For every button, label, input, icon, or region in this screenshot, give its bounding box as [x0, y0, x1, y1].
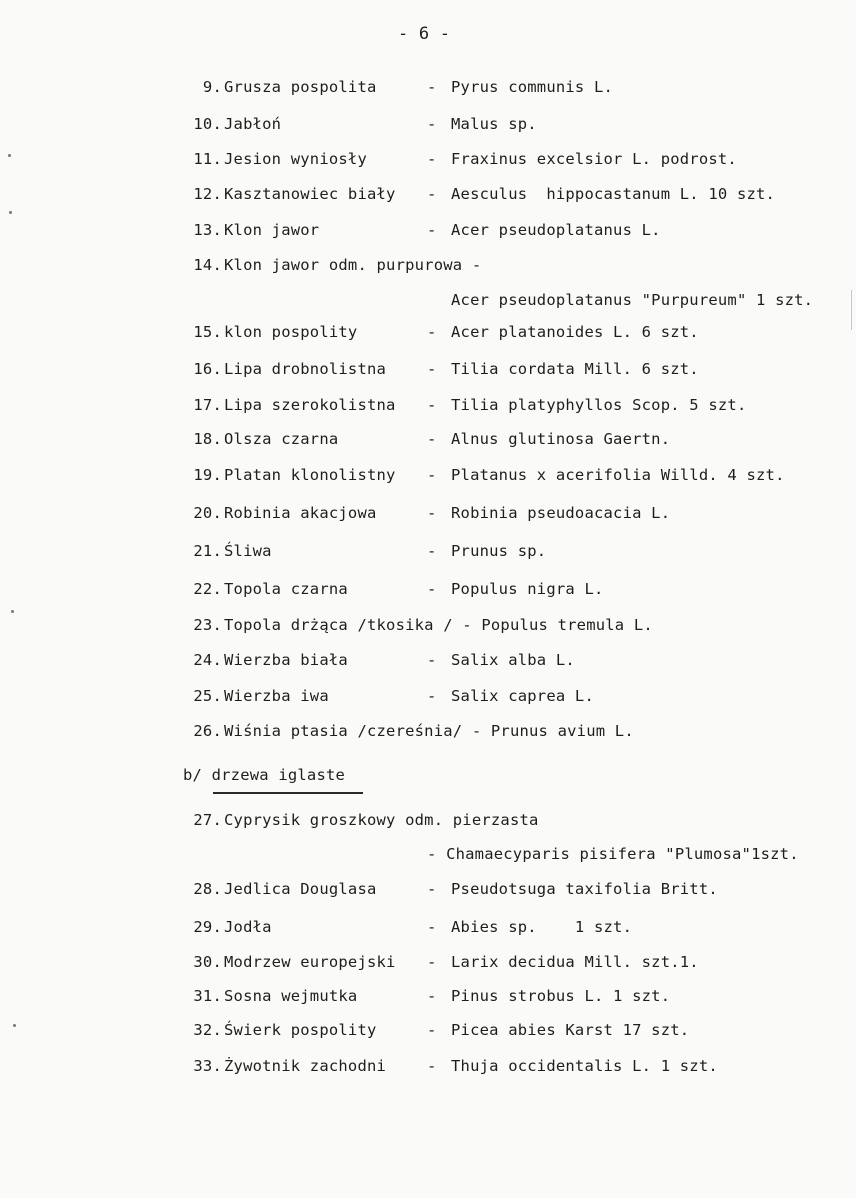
- entry-number: 17.: [193, 396, 222, 414]
- name-separator: -: [427, 1057, 437, 1075]
- name-separator: -: [427, 150, 437, 168]
- name-separator: -: [427, 185, 437, 203]
- species-entry: [0, 580, 856, 604]
- species-entry: [0, 811, 856, 835]
- polish-name: Olsza czarna: [224, 430, 339, 448]
- entry-number: 10.: [193, 115, 222, 133]
- name-separator: -: [427, 542, 437, 560]
- entry-number: 27.: [193, 811, 222, 829]
- polish-name: Jesion wyniosły: [224, 150, 367, 168]
- name-separator: -: [427, 651, 437, 669]
- name-separator: -: [427, 466, 437, 484]
- latin-name-continuation: - Chamaecyparis pisifera "Plumosa"1szt.: [427, 845, 799, 863]
- species-entry: [0, 360, 856, 384]
- name-separator: -: [427, 880, 437, 898]
- name-separator: -: [427, 323, 437, 341]
- polish-name: Świerk pospolity: [224, 1021, 377, 1039]
- latin-name: Larix decidua Mill. szt.1.: [451, 953, 699, 971]
- polish-name: Klon jawor odm. purpurowa -: [224, 256, 482, 274]
- species-entry: [0, 651, 856, 675]
- polish-name: Wiśnia ptasia /czereśnia/ - Prunus avium L.: [224, 722, 634, 740]
- latin-name: Abies sp. 1 szt.: [451, 918, 633, 936]
- latin-name: Tilia platyphyllos Scop. 5 szt.: [451, 396, 747, 414]
- entry-number: 14.: [193, 256, 222, 274]
- name-separator: -: [427, 115, 437, 133]
- species-entry: [0, 430, 856, 454]
- polish-name: Lipa drobnolistna: [224, 360, 387, 378]
- paper-edge-mark: [851, 290, 852, 330]
- species-entry: [0, 1057, 856, 1081]
- species-entry: [0, 918, 856, 942]
- species-entry: [0, 722, 856, 746]
- entry-number: 30.: [193, 953, 222, 971]
- latin-name: Pinus strobus L. 1 szt.: [451, 987, 671, 1005]
- name-separator: -: [427, 396, 437, 414]
- entry-number: 29.: [193, 918, 222, 936]
- species-entry: [0, 616, 856, 640]
- polish-name: Jabłoń: [224, 115, 282, 133]
- paper-speck: [13, 1024, 16, 1027]
- name-separator: -: [427, 1021, 437, 1039]
- polish-name: klon pospolity: [224, 323, 358, 341]
- species-entry: [0, 987, 856, 1011]
- species-entry: [0, 396, 856, 420]
- entry-number: 13.: [193, 221, 222, 239]
- latin-name: Malus sp.: [451, 115, 537, 133]
- entry-number: 16.: [193, 360, 222, 378]
- species-entry: [0, 185, 856, 209]
- polish-name: Klon jawor: [224, 221, 320, 239]
- latin-name: Pyrus communis L.: [451, 78, 614, 96]
- paper-speck: [8, 154, 11, 157]
- species-entry: [0, 256, 856, 280]
- polish-name: Sosna wejmutka: [224, 987, 358, 1005]
- species-entry: [0, 504, 856, 528]
- species-entry: [0, 880, 856, 904]
- entry-number: 22.: [193, 580, 222, 598]
- name-separator: -: [427, 918, 437, 936]
- species-entry: [0, 323, 856, 347]
- latin-name: Platanus x acerifolia Willd. 4 szt.: [451, 466, 785, 484]
- polish-name: Śliwa: [224, 542, 272, 560]
- polish-name: Żywotnik zachodni: [224, 1057, 387, 1075]
- name-separator: -: [427, 78, 437, 96]
- polish-name: Robinia akacjowa: [224, 504, 377, 522]
- latin-name: Thuja occidentalis L. 1 szt.: [451, 1057, 718, 1075]
- polish-name: Topola czarna: [224, 580, 348, 598]
- paper-speck: [11, 610, 14, 613]
- species-entry: [0, 953, 856, 977]
- species-entry: [0, 687, 856, 711]
- section-heading-conifers: b/ drzewa iglaste: [183, 766, 346, 784]
- species-entry: [0, 542, 856, 566]
- entry-number: 28.: [193, 880, 222, 898]
- polish-name: Cyprysik groszkowy odm. pierzasta: [224, 811, 539, 829]
- species-entry: [0, 466, 856, 490]
- entry-number: 20.: [193, 504, 222, 522]
- latin-name: Prunus sp.: [451, 542, 547, 560]
- polish-name: Wierzba iwa: [224, 687, 329, 705]
- polish-name: Lipa szerokolistna: [224, 396, 396, 414]
- latin-name: Robinia pseudoacacia L.: [451, 504, 671, 522]
- latin-name: Pseudotsuga taxifolia Britt.: [451, 880, 718, 898]
- latin-name: Populus nigra L.: [451, 580, 604, 598]
- latin-name: Acer platanoides L. 6 szt.: [451, 323, 699, 341]
- entry-number: 24.: [193, 651, 222, 669]
- polish-name: Topola drżąca /tkosika / - Populus tremula L.: [224, 616, 653, 634]
- entry-number: 19.: [193, 466, 222, 484]
- latin-name: Aesculus hippocastanum L. 10 szt.: [451, 185, 776, 203]
- entry-number: 33.: [193, 1057, 222, 1075]
- name-separator: -: [427, 430, 437, 448]
- species-entry: [0, 78, 856, 102]
- latin-name: Tilia cordata Mill. 6 szt.: [451, 360, 699, 378]
- polish-name: Kasztanowiec biały: [224, 185, 396, 203]
- species-entry: [0, 221, 856, 245]
- polish-name: Modrzew europejski: [224, 953, 396, 971]
- species-entry: [0, 1021, 856, 1045]
- entry-number: 32.: [193, 1021, 222, 1039]
- entry-number: 21.: [193, 542, 222, 560]
- species-entry: [0, 115, 856, 139]
- entry-number: 15.: [193, 323, 222, 341]
- polish-name: Grusza pospolita: [224, 78, 377, 96]
- name-separator: -: [427, 687, 437, 705]
- entry-number: 18.: [193, 430, 222, 448]
- section-underline: [213, 792, 363, 794]
- latin-name: Picea abies Karst 17 szt.: [451, 1021, 690, 1039]
- polish-name: Wierzba biała: [224, 651, 348, 669]
- species-entry: [0, 150, 856, 174]
- page-number: - 6 -: [398, 24, 451, 44]
- latin-name: Alnus glutinosa Gaertn.: [451, 430, 671, 448]
- paper-speck: [9, 211, 12, 214]
- entry-number: 12.: [193, 185, 222, 203]
- name-separator: -: [427, 360, 437, 378]
- name-separator: -: [427, 221, 437, 239]
- latin-name: Acer pseudoplatanus L.: [451, 221, 661, 239]
- name-separator: -: [427, 580, 437, 598]
- polish-name: Jodła: [224, 918, 272, 936]
- latin-name-continuation: Acer pseudoplatanus "Purpureum" 1 szt.: [451, 291, 814, 309]
- latin-name: Salix alba L.: [451, 651, 575, 669]
- entry-number: 9.: [202, 78, 222, 96]
- polish-name: Jedlica Douglasa: [224, 880, 377, 898]
- entry-number: 25.: [193, 687, 222, 705]
- name-separator: -: [427, 504, 437, 522]
- name-separator: -: [427, 987, 437, 1005]
- latin-name: Salix caprea L.: [451, 687, 594, 705]
- entry-number: 23.: [193, 616, 222, 634]
- latin-name: Fraxinus excelsior L. podrost.: [451, 150, 737, 168]
- name-separator: -: [427, 953, 437, 971]
- polish-name: Platan klonolistny: [224, 466, 396, 484]
- entry-number: 31.: [193, 987, 222, 1005]
- entry-number: 26.: [193, 722, 222, 740]
- entry-number: 11.: [193, 150, 222, 168]
